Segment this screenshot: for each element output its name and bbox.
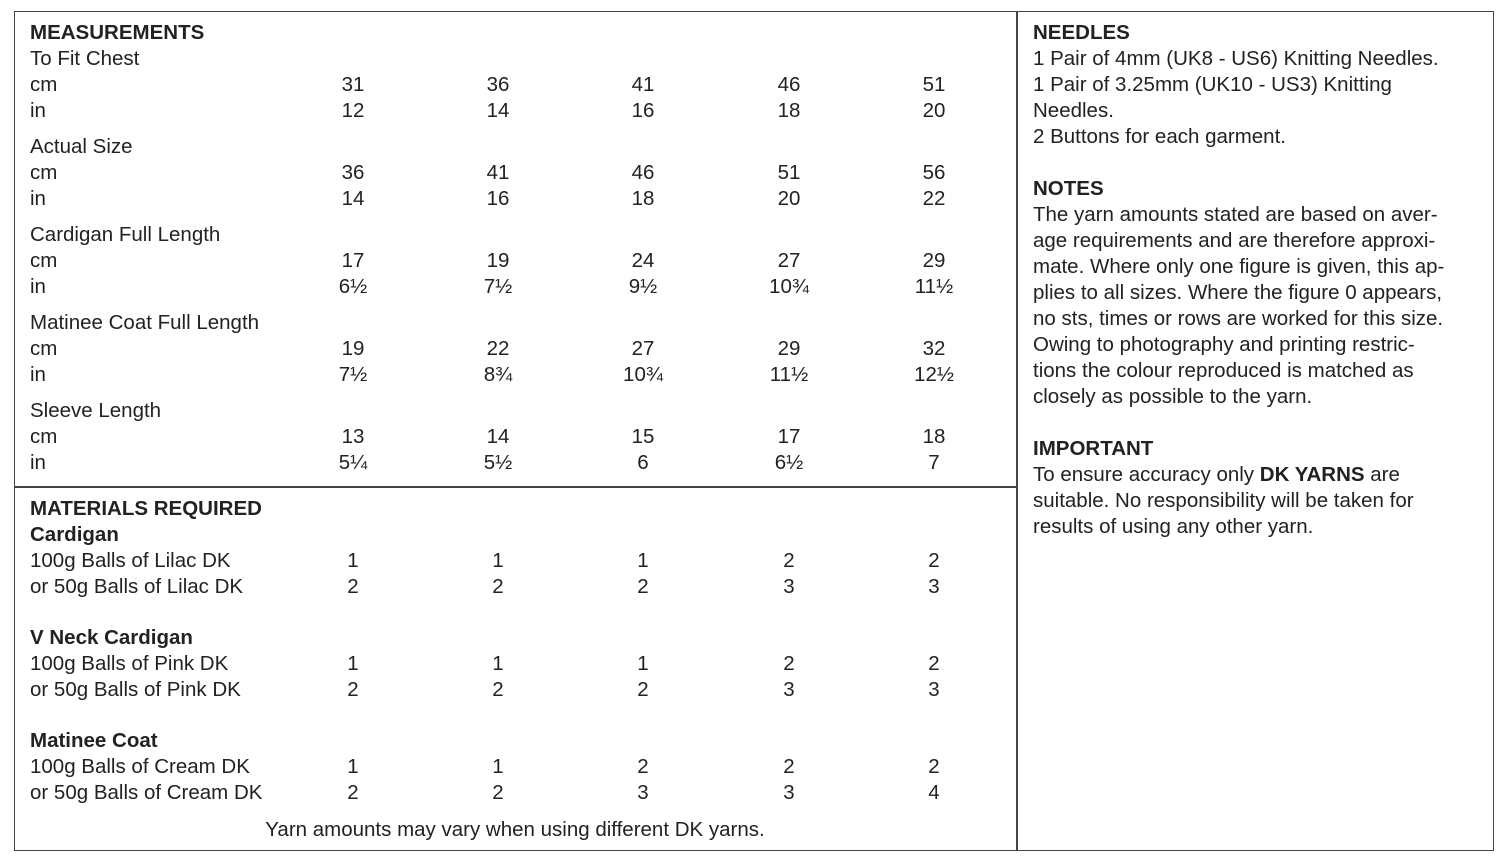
measurement-group-title: Cardigan Full Length (30, 223, 221, 246)
table-row (30, 186, 1010, 212)
size-value: 32 (922, 337, 946, 360)
size-value: 31 (341, 73, 365, 96)
unit-label: in (30, 99, 46, 122)
text-line: 1 Pair of 4mm (UK8 - US6) Knitting Needles. (1033, 47, 1439, 70)
ball-count: 2 (783, 652, 795, 675)
size-value: 8¾ (483, 363, 513, 386)
size-value: 14 (341, 187, 365, 210)
size-value: 11½ (914, 275, 954, 298)
size-value: 20 (922, 99, 946, 122)
yarn-label: 100g Balls of Pink DK (30, 652, 229, 675)
size-value: 16 (631, 99, 655, 122)
ball-count: 2 (783, 549, 795, 572)
size-value: 51 (922, 73, 946, 96)
size-value: 18 (922, 425, 946, 448)
ball-count: 1 (637, 652, 649, 675)
unit-label: in (30, 363, 46, 386)
unit-label: cm (30, 73, 58, 96)
table-row (30, 450, 1010, 476)
size-value: 6½ (338, 275, 368, 298)
size-value: 5¼ (338, 451, 368, 474)
table-row (30, 651, 1010, 677)
unit-label: cm (30, 249, 58, 272)
ball-count: 3 (928, 575, 940, 598)
ball-count: 2 (492, 575, 504, 598)
size-value: 27 (631, 337, 655, 360)
unit-label: cm (30, 161, 58, 184)
size-value: 7½ (483, 275, 513, 298)
size-value: 11½ (769, 363, 809, 386)
table-row (30, 98, 1010, 124)
ball-count: 3 (783, 575, 795, 598)
size-value: 36 (341, 161, 365, 184)
size-value: 46 (777, 73, 801, 96)
text-line: 2 Buttons for each garment. (1033, 125, 1286, 148)
table-row (30, 362, 1010, 388)
table-row (30, 677, 1010, 703)
table-row (30, 248, 1010, 274)
size-value: 10¾ (623, 363, 663, 386)
ball-count: 2 (928, 549, 940, 572)
yarn-footnote: Yarn amounts may vary when using different DK yarns. (265, 818, 765, 841)
size-value: 41 (486, 161, 510, 184)
size-value: 51 (777, 161, 801, 184)
ball-count: 2 (928, 652, 940, 675)
size-value: 6 (637, 451, 649, 474)
table-row (30, 424, 1010, 450)
measurement-group-title: Actual Size (30, 135, 133, 158)
text-line: results of using any other yarn. (1033, 515, 1314, 538)
text-line: Needles. (1033, 99, 1114, 122)
ball-count: 2 (637, 678, 649, 701)
text-line: closely as possible to the yarn. (1033, 385, 1313, 408)
ball-count: 3 (783, 781, 795, 804)
ball-count: 3 (637, 781, 649, 804)
measurement-group-title: Matinee Coat Full Length (30, 311, 260, 334)
notes-heading: NOTES (1033, 177, 1104, 200)
ball-count: 1 (492, 755, 504, 778)
size-value: 7 (928, 451, 940, 474)
size-value: 12 (341, 99, 365, 122)
ball-count: 1 (492, 652, 504, 675)
size-value: 9½ (628, 275, 658, 298)
size-value: 14 (486, 425, 510, 448)
size-value: 19 (486, 249, 510, 272)
ball-count: 1 (347, 549, 359, 572)
table-row (30, 780, 1010, 806)
unit-label: in (30, 275, 46, 298)
size-value: 27 (777, 249, 801, 272)
measurements-section (30, 20, 1010, 476)
yarn-label: 100g Balls of Lilac DK (30, 549, 231, 572)
table-row (30, 160, 1010, 186)
emphasis-text: DK YARNS (1259, 463, 1365, 486)
important-section (1033, 436, 1488, 540)
size-value: 41 (631, 73, 655, 96)
size-value: 18 (777, 99, 801, 122)
measurement-group-title: To Fit Chest (30, 47, 140, 70)
materials-section (30, 496, 1010, 806)
ball-count: 1 (347, 652, 359, 675)
size-value: 46 (631, 161, 655, 184)
table-row (30, 336, 1010, 362)
size-value: 29 (777, 337, 801, 360)
yarn-label: 100g Balls of Cream DK (30, 755, 250, 778)
size-value: 20 (777, 187, 801, 210)
ball-count: 2 (928, 755, 940, 778)
notes-section (1033, 176, 1488, 410)
column-divider (1016, 11, 1018, 851)
size-value: 19 (341, 337, 365, 360)
ball-count: 2 (347, 575, 359, 598)
size-value: 18 (631, 187, 655, 210)
text-line: tions the colour reproduced is matched as (1033, 359, 1414, 382)
size-value: 22 (922, 187, 946, 210)
text-line: no sts, times or rows are worked for this size. (1033, 307, 1444, 330)
ball-count: 2 (783, 755, 795, 778)
size-value: 12½ (914, 363, 954, 386)
ball-count: 2 (492, 678, 504, 701)
size-value: 7½ (338, 363, 368, 386)
text-line: suitable. No responsibility will be taken for (1033, 489, 1414, 512)
text-run: To ensure accuracy only (1033, 463, 1260, 486)
table-row (30, 574, 1010, 600)
yarn-label: or 50g Balls of Cream DK (30, 781, 263, 804)
size-value: 5½ (483, 451, 513, 474)
yarn-label: or 50g Balls of Lilac DK (30, 575, 244, 598)
size-value: 16 (486, 187, 510, 210)
size-value: 17 (777, 425, 801, 448)
unit-label: in (30, 451, 46, 474)
table-row (30, 274, 1010, 300)
ball-count: 1 (492, 549, 504, 572)
ball-count: 2 (637, 575, 649, 598)
ball-count: 1 (637, 549, 649, 572)
ball-count: 3 (928, 678, 940, 701)
size-value: 6½ (774, 451, 804, 474)
garment-title: Cardigan (30, 523, 119, 546)
ball-count: 2 (492, 781, 504, 804)
text-line: Owing to photography and printing restric- (1033, 333, 1415, 356)
size-value: 14 (486, 99, 510, 122)
garment-title: V Neck Cardigan (30, 626, 193, 649)
size-value: 29 (922, 249, 946, 272)
size-value: 17 (341, 249, 365, 272)
text-line: age requirements and are therefore approxi- (1033, 229, 1436, 252)
table-row (30, 548, 1010, 574)
needles-section (1033, 20, 1488, 150)
size-value: 13 (341, 425, 365, 448)
size-value: 36 (486, 73, 510, 96)
garment-title: Matinee Coat (30, 729, 158, 752)
ball-count: 2 (347, 781, 359, 804)
ball-count: 1 (347, 755, 359, 778)
size-value: 10¾ (769, 275, 809, 298)
table-row (30, 754, 1010, 780)
materials-heading: MATERIALS REQUIRED (30, 497, 262, 520)
unit-label: cm (30, 337, 58, 360)
text-line: 1 Pair of 3.25mm (UK10 - US3) Knitting (1033, 73, 1392, 96)
size-value: 22 (486, 337, 510, 360)
ball-count: 2 (637, 755, 649, 778)
size-value: 24 (631, 249, 655, 272)
unit-label: cm (30, 425, 58, 448)
ball-count: 2 (347, 678, 359, 701)
measurement-group-title: Sleeve Length (30, 399, 162, 422)
info-column (1033, 20, 1488, 566)
text-line: plies to all sizes. Where the figure 0 appears, (1033, 281, 1443, 304)
text-line: mate. Where only one figure is given, this ap- (1033, 255, 1445, 278)
size-table (30, 20, 1010, 806)
unit-label: in (30, 187, 46, 210)
size-value: 56 (922, 161, 946, 184)
ball-count: 3 (783, 678, 795, 701)
important-heading: IMPORTANT (1033, 437, 1154, 460)
table-row (30, 72, 1010, 98)
text-line: The yarn amounts stated are based on aver- (1033, 203, 1438, 226)
measurements-heading: MEASUREMENTS (30, 21, 205, 44)
text-run: are (1364, 463, 1400, 486)
text-line (1033, 462, 1488, 488)
size-value: 15 (631, 425, 655, 448)
ball-count: 4 (928, 781, 940, 804)
yarn-label: or 50g Balls of Pink DK (30, 678, 241, 701)
needles-heading: NEEDLES (1033, 21, 1130, 44)
